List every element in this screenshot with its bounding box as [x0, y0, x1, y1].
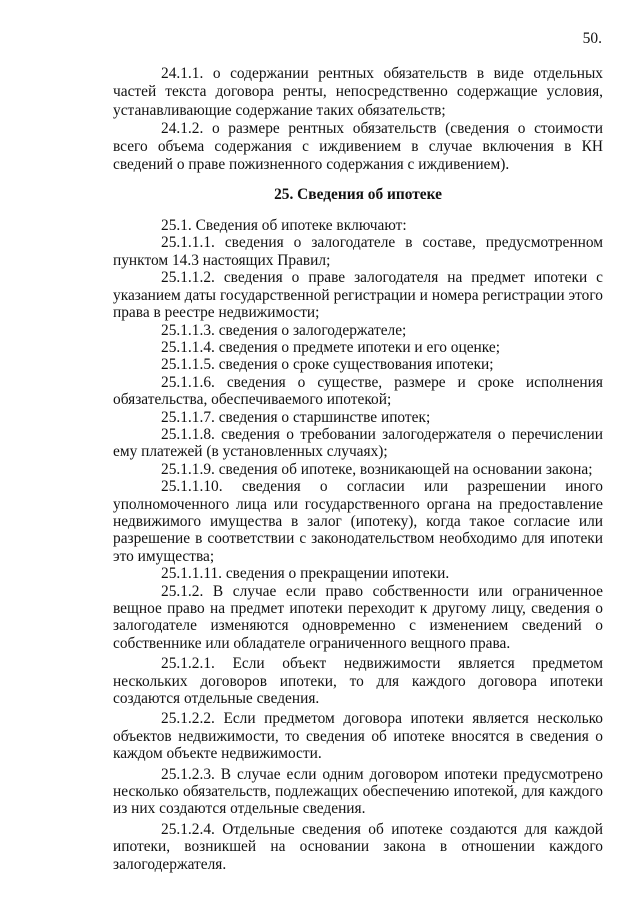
paragraph-25-1-2-3: 25.1.2.3. В случае если одним договором ипотеки предусмотрено несколько обязательств, подлежащих обеспечению ипотекой, для каждого из них создаются отдельные сведения.: [113, 765, 603, 818]
paragraph-25-1-1-4: 25.1.1.4. сведения о предмете ипотеки и его оценке;: [161, 338, 500, 356]
paragraph-25-1-1-7: 25.1.1.7. сведения о старшинстве ипотек;: [161, 408, 431, 426]
section-heading: 25. Сведения об ипотеке: [274, 185, 442, 203]
paragraph-25-1-1-2: 25.1.1.2. сведения о праве залогодателя на предмет ипотеки с указанием даты государственной регистрации и номера регистрации этого права в реестре недвижимости;: [113, 269, 603, 322]
paragraph-25-1-2-2: 25.1.2.2. Если предметом договора ипотеки является несколько объектов недвижимости, то сведения об ипотеке вносятся в сведения о каждом объекте недвижимости.: [113, 710, 603, 763]
document-body: [113, 65, 603, 873]
paragraph-25-1-1-11: 25.1.1.11. сведения о прекращении ипотеки.: [161, 565, 450, 583]
paragraph-25-1-1-9: 25.1.1.9. сведения об ипотеке, возникающей на основании закона;: [161, 460, 593, 478]
paragraph-25-1-1-3: 25.1.1.3. сведения о залогодержателе;: [161, 321, 407, 339]
paragraph-25-1-1-1: 25.1.1.1. сведения о залогодателе в составе, предусмотренном пунктом 14.3 настоящих Правил;: [113, 234, 603, 269]
paragraph-24-1-2: 24.1.2. о размере рентных обязательств (сведения о стоимости всего объема содержания с иждивением в случае включения в КН сведений о праве пожизненного содержания с иждивением).: [113, 119, 603, 174]
paragraph-25-1-2: 25.1.2. В случае если право собственности или ограниченное вещное право на предмет ипотеки переходит к другому лицу, сведения о залогодателе изменяются одновременно с изменением сведений о собственнике или обладателе ограниченного вещного права.: [113, 582, 603, 652]
paragraph-25-1-1-10: 25.1.1.10. сведения о согласии или разрешении иного уполномоченного лица или государственного органа на предоставление недвижимого имущества в залог (ипотеку), когда такое согласие или разрешение в соответствии с законодательством необходимо для ипотеки это имущества;: [113, 478, 603, 565]
paragraph-25-1-1-8: 25.1.1.8. сведения о требовании залогодержателя о перечислении ему платежей (в установленных случаях);: [113, 425, 603, 461]
paragraph-25-1: 25.1. Сведения об ипотеке включают:: [161, 217, 407, 235]
page-number: 50.: [582, 30, 602, 47]
paragraph-24-1-1: 24.1.1. о содержании рентных обязательств в виде отдельных частей текста договора ренты, непосредственно содержащие условия, устанавливающие содержание таких обязательств;: [113, 65, 603, 119]
paragraph-25-1-2-4: 25.1.2.4. Отдельные сведения об ипотеке создаются для каждой ипотеки, возникшей на основании закона в отношении каждого залогодержателя.: [113, 820, 603, 873]
paragraph-25-1-1-6: 25.1.1.6. сведения о существе, размере и сроке исполнения обязательства, обеспечиваемого ипотекой;: [113, 373, 603, 409]
paragraph-25-1-1-5: 25.1.1.5. сведения о сроке существования ипотеки;: [161, 356, 494, 374]
paragraph-25-1-2-1: 25.1.2.1. Если объект недвижимости является предметом нескольких договоров ипотеки, то для каждого договора ипотеки создаются отдельные сведения.: [113, 655, 603, 708]
